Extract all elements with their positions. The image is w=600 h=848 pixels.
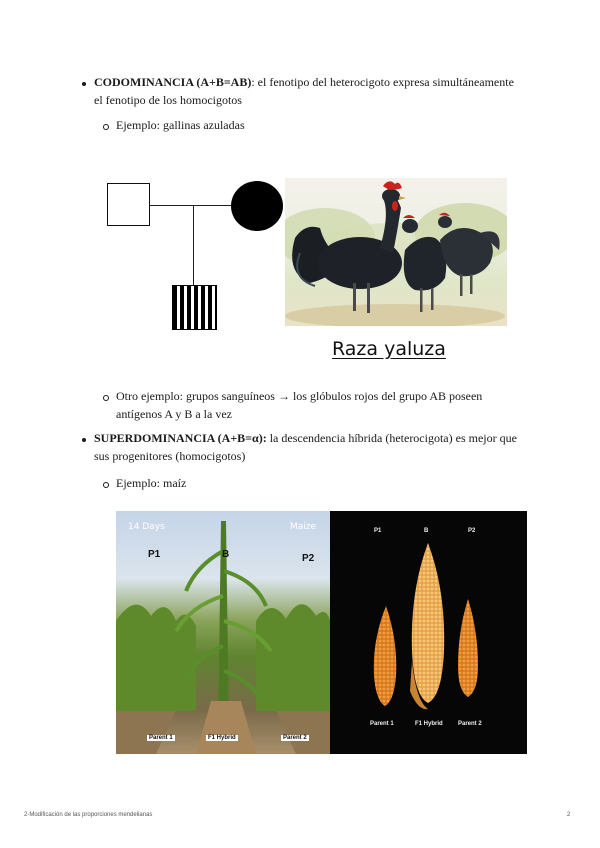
otro-ejemplo-line1: Otro ejemplo: grupos sanguíneos → los glóbulos rojos del grupo AB poseen <box>116 389 483 403</box>
bullet-circle <box>103 124 109 130</box>
pedigree-offspring-heterozygous <box>172 285 217 330</box>
field-crop-label: Maize <box>290 522 317 532</box>
field-tag-parent2: Parent 2 <box>283 735 307 741</box>
chicken-drawing <box>285 178 507 326</box>
page-number: 2 <box>567 812 571 818</box>
maize-cobs-drawing <box>330 511 527 754</box>
footer-title: 2-Modificación de las proporciones mendelianas <box>24 812 153 818</box>
maize-field-photo <box>116 511 330 754</box>
bullet-circle <box>103 482 109 488</box>
cobs-hybrid-label: F1 Hybrid <box>415 721 443 727</box>
cobs-parent1-label: Parent 1 <box>370 721 394 727</box>
pedigree-descent-line <box>193 205 194 285</box>
bullet-disc <box>82 438 86 442</box>
bullet-circle <box>103 395 109 401</box>
codominancia-paragraph-line2: el fenotipo de los homocigotos <box>94 93 242 107</box>
field-tag-parent1: Parent 1 <box>149 735 173 741</box>
field-days-label: 14 Days <box>128 522 165 532</box>
cobs-b-label: B <box>424 528 429 534</box>
pedigree-male-parent <box>107 183 150 226</box>
codominancia-paragraph <box>94 73 534 92</box>
superdominancia-example: Ejemplo: maíz <box>116 476 187 490</box>
superdominancia-paragraph-line2: sus progenitores (homocigotos) <box>94 449 246 463</box>
field-p1-label: P1 <box>148 549 161 560</box>
cobs-p1-label: P1 <box>374 528 382 534</box>
field-b-label: B <box>222 549 230 560</box>
codominancia-text: : el fenotipo del heterocigoto expresa simultáneamente <box>251 75 514 89</box>
cobs-parent2-label: Parent 2 <box>458 721 482 727</box>
chicken-illustration <box>285 178 507 326</box>
superdominancia-text: la descendencia híbrida (heterocigota) es mejor que <box>266 431 517 445</box>
superdominancia-paragraph <box>94 429 534 448</box>
pedigree-female-parent <box>231 181 283 231</box>
cobs-p2-label: P2 <box>468 528 476 534</box>
otro-ejemplo-line2: antígenos A y B a la vez <box>116 407 232 421</box>
maize-cobs-photo <box>330 511 527 754</box>
codominancia-term: CODOMINANCIA (A+B=AB) <box>94 75 252 89</box>
pedigree-mating-line <box>150 205 231 206</box>
superdominancia-term: SUPERDOMINANCIA (A+B=α): <box>94 431 267 445</box>
figure-caption: Raza yaluza <box>332 338 446 360</box>
maize-plants-drawing <box>116 511 330 754</box>
field-p2-label: P2 <box>302 553 315 564</box>
bullet-disc <box>82 82 86 86</box>
field-tag-hybrid: F1 Hybrid <box>208 735 236 741</box>
codominancia-example: Ejemplo: gallinas azuladas <box>116 118 245 132</box>
